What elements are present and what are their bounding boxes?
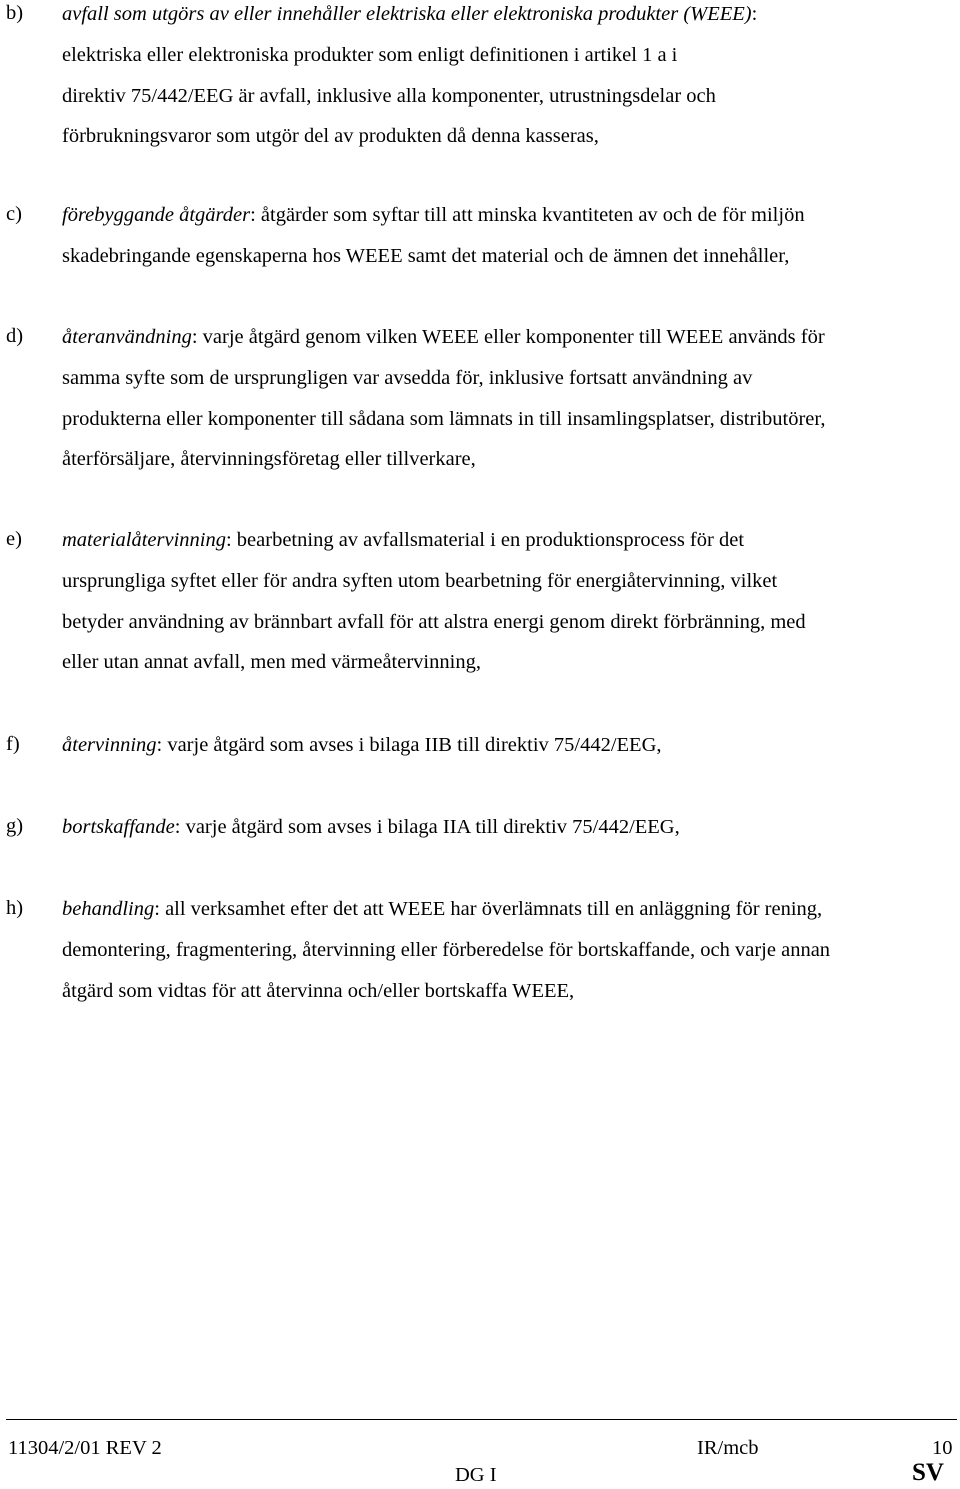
definition-text: direktiv 75/442/EEG är avfall, inklusive alla komponenter, utrustningsdelar och (62, 84, 716, 107)
footer-initials: IR/mcb (697, 1437, 759, 1459)
definition-line (62, 733, 662, 757)
definition-line (62, 897, 822, 921)
item-letter: g) (6, 815, 24, 837)
definition-line (62, 650, 481, 674)
definition-line (62, 244, 789, 268)
definition-line (62, 203, 805, 227)
definition-text: : varje åtgärd som avses i bilaga IIB till direktiv 75/442/EEG, (156, 734, 662, 756)
definition-text: samma syfte som de ursprungligen var avsedda för, inklusive fortsatt användning av (62, 366, 753, 389)
definition-line (62, 2, 757, 26)
definition-text: betyder användning av brännbart avfall för att alstra energi genom direkt förbränning, med (62, 610, 806, 633)
definition-text: : varje åtgärd genom vilken WEEE eller komponenter till WEEE används för (191, 326, 825, 348)
definition-text: elektriska eller elektroniska produkter som enligt definitionen i artikel 1 a i (62, 43, 678, 66)
item-letter: h) (6, 897, 24, 919)
definition-text: åtgärd som vidtas för att återvinna och/eller bortskaffa WEEE, (62, 979, 575, 1002)
definition-text: ursprungliga syftet eller för andra syften utom bearbetning för energiåtervinning, vilket (62, 569, 778, 592)
item-letter: f) (6, 733, 20, 755)
definition-line (62, 84, 716, 108)
item-letter: d) (6, 325, 24, 347)
defined-term: förebyggande åtgärder (62, 204, 251, 226)
definition-line (62, 610, 806, 634)
definition-text: förbrukningsvaror som utgör del av produkten då denna kasseras, (62, 125, 599, 148)
footer-language: SV (912, 1459, 944, 1486)
definition-text: eller utan annat avfall, men med värmeåtervinning, (62, 651, 481, 674)
defined-term: materialåtervinning (62, 529, 226, 551)
definition-line (62, 815, 680, 839)
definition-line (62, 447, 476, 471)
footer-dg: DG I (455, 1464, 497, 1486)
definition-line (62, 938, 830, 962)
defined-term: återvinning (62, 734, 157, 756)
footer-rule (6, 1419, 957, 1420)
definition-text: : (751, 3, 758, 25)
definition-line (62, 366, 752, 390)
definition-line (62, 124, 599, 148)
item-letter: c) (6, 203, 22, 225)
definition-line (62, 569, 777, 593)
definition-line (62, 979, 574, 1003)
footer-doc-ref: 11304/2/01 REV 2 (8, 1437, 162, 1459)
defined-term: avfall som utgörs av eller innehåller elektriska eller elektroniska produkter (WEEE) (62, 3, 752, 25)
definition-text: återförsäljare, återvinningsföretag eller tillverkare, (62, 448, 476, 471)
definition-text: produkterna eller komponenter till sådana som lämnats in till insamlingsplatser, distributörer, (62, 407, 826, 430)
item-letter: e) (6, 528, 22, 550)
item-letter: b) (6, 2, 24, 24)
definition-line (62, 43, 677, 67)
definition-text: : åtgärder som syftar till att minska kvantiteten av och de för miljön (250, 204, 805, 226)
definition-text: skadebringande egenskaperna hos WEEE samt det material och de ämnen det innehåller, (62, 244, 790, 267)
definition-text: : all verksamhet efter det att WEEE har överlämnats till en anläggning för rening, (154, 898, 823, 920)
defined-term: återanvändning (62, 326, 192, 348)
footer-page-number: 10 (932, 1437, 953, 1459)
definition-line (62, 407, 826, 431)
definition-text: : varje åtgärd som avses i bilaga IIA till direktiv 75/442/EEG, (174, 816, 680, 838)
defined-term: bortskaffande (62, 816, 175, 838)
definition-line (62, 528, 744, 552)
definition-text: : bearbetning av avfallsmaterial i en produktionsprocess för det (225, 529, 745, 551)
definition-text: demontering, fragmentering, återvinning eller förberedelse för bortskaffande, och varje annan (62, 938, 831, 961)
defined-term: behandling (62, 898, 155, 920)
definition-line (62, 325, 825, 349)
